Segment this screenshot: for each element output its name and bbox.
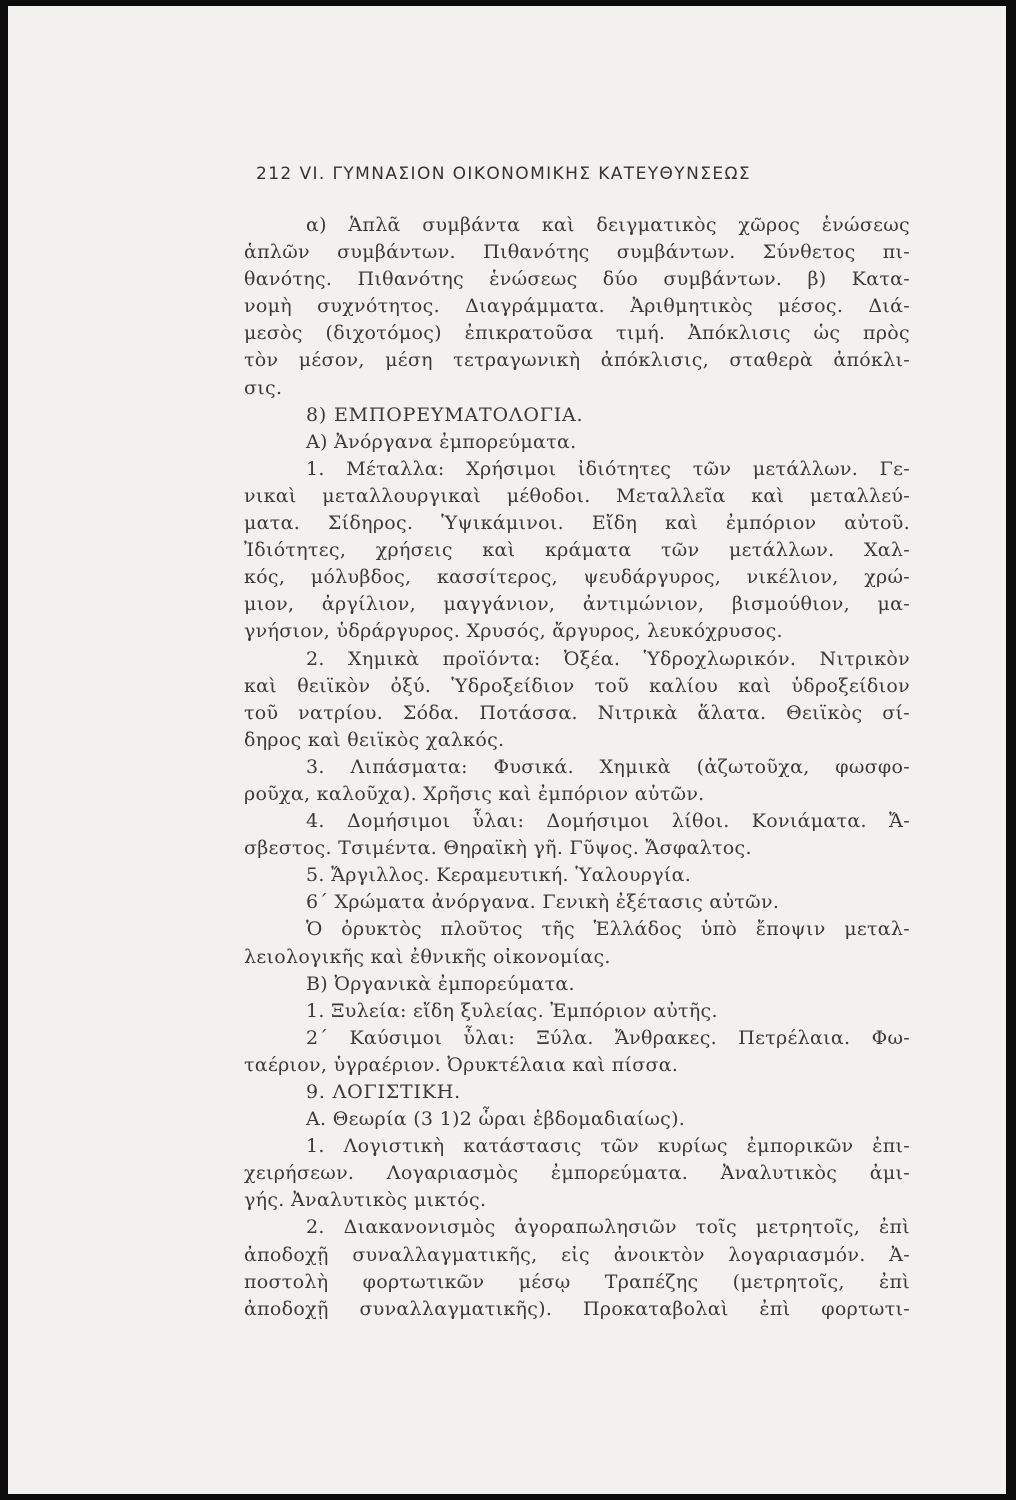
running-title: VI. ΓΥΜΝΑΣΙΟΝ ΟΙΚΟΝΟΜΙΚΗΣ ΚΑΤΕΥΘΥΝΣΕΩΣ xyxy=(299,164,752,184)
text-line: ἁπλῶν συμβάντων. Πιθανότης συμβάντων. Σύνθετος πι- xyxy=(244,241,910,264)
text-line: 2. Χημικὰ προϊόντα: Ὀξέα. Ὑδροχλωρικόν. Νιτρικὸν xyxy=(306,647,910,670)
text-line: καὶ θειϊκὸν ὀξύ. Ὑδροξείδιον τοῦ καλίου καὶ ὑδροξείδιον xyxy=(244,674,910,697)
text-line: κός, μόλυβδος, κασσίτερος, ψευδάργυρος, νικέλιον, χρώ- xyxy=(244,566,910,589)
text-line: 2΄ Καύσιμοι ὗλαι: Ξύλα. Ἄνθρακες. Πετρέλαια. Φω- xyxy=(306,1026,910,1049)
section-heading: 8) ΕΜΠΟΡΕΥΜΑΤΟΛΟΓΙΑ. xyxy=(306,403,584,426)
text-line: 2. Διακανονισμὸς ἀγοραπωλησιῶν τοῖς μετρητοῖς, ἐπὶ xyxy=(306,1216,910,1239)
subsection-heading: Α) Ἀνόργανα ἐμπορεύματα. xyxy=(306,430,577,453)
text-line: 1. Ξυλεία: εἴδη ξυλείας. Ἐμπόριον αὐτῆς. xyxy=(306,999,718,1022)
text-line: ἀποδοχῇ συναλλαγματικῆς). Προκαταβολαὶ ἐπὶ φορτωτι- xyxy=(244,1297,910,1320)
book-page xyxy=(8,6,1006,1494)
text-line: γής. Ἀναλυτικὸς μικτός. xyxy=(244,1189,487,1212)
text-line: σβεστος. Τσιμέντα. Θηραϊκὴ γῆ. Γῦψος. Ἄσφαλτος. xyxy=(244,837,752,860)
page-number: 212 xyxy=(256,164,293,184)
running-header xyxy=(256,164,751,184)
text-line: 5. Ἄργιλλος. Κεραμευτική. Ὑαλουργία. xyxy=(306,864,692,887)
text-line: 1. Λογιστικὴ κατάστασις τῶν κυρίως ἐμπορικῶν ἐπι- xyxy=(306,1135,910,1158)
text-line: Ὁ ὀρυκτὸς πλοῦτος τῆς Ἑλλάδος ὑπὸ ἔποψιν μεταλ- xyxy=(306,918,910,941)
text-line: 6΄ Χρώματα ἀνόργανα. Γενικὴ ἐξέτασις αὐτῶν. xyxy=(306,891,780,914)
text-line: 3. Λιπάσματα: Φυσικά. Χημικὰ (ἀζωτοῦχα, φωσφο- xyxy=(306,755,910,778)
text-line: Ἰδιότητες, χρήσεις καὶ κράματα τῶν μετάλλων. Χαλ- xyxy=(244,539,910,562)
text-line: ἀποδοχῇ συναλλαγματικῆς, εἰς ἀνοικτὸν λογαριασμόν. Ἀ- xyxy=(244,1243,910,1266)
text-line: ταέριον, ὑγραέριον. Ὀρυκτέλαια καὶ πίσσα. xyxy=(244,1053,679,1076)
text-line: λειολογικῆς καὶ ἐθνικῆς οἰκονομίας. xyxy=(244,945,611,968)
subsection-heading: Α. Θεωρία (3 1)2 ὧραι ἑβδομαδιαίως). xyxy=(306,1108,686,1131)
text-line: χειρήσεων. Λογαριασμὸς ἐμπορεύματα. Ἀναλυτικὸς ἀμι- xyxy=(244,1162,910,1185)
body-text xyxy=(244,212,910,1323)
text-line: γνήσιον, ὑδράργυρος. Χρυσός, ἄργυρος, λευκόχρυσος. xyxy=(244,620,783,643)
text-line: δηρος καὶ θειϊκὸς χαλκός. xyxy=(244,728,505,751)
text-line: 4. Δομήσιμοι ὗλαι: Δομήσιμοι λίθοι. Κονιάματα. Ἄ- xyxy=(306,810,910,833)
text-line: μεσὸς (διχοτόμος) ἐπικρατοῦσα τιμή. Ἀπόκλισις ὡς πρὸς xyxy=(244,322,910,345)
text-line: νικαὶ μεταλλουργικαὶ μέθοδοι. Μεταλλεῖα καὶ μεταλλεύ- xyxy=(244,484,910,507)
subsection-heading: Β) Ὀργανικὰ ἐμπορεύματα. xyxy=(306,972,575,995)
text-line: ροῦχα, καλοῦχα). Χρῆσις καὶ ἐμπόριον αὐτῶν. xyxy=(244,782,705,805)
text-line: μιον, ἀργίλιον, μαγγάνιον, ἀντιμώνιον, βισμούθιον, μα- xyxy=(244,593,910,616)
text-line: θανότης. Πιθανότης ἑνώσεως δύο συμβάντων. β) Κατα- xyxy=(244,268,910,291)
text-line: α) Ἁπλᾶ συμβάντα καὶ δειγματικὸς χῶρος ἑνώσεως xyxy=(306,214,910,236)
text-line: ποστολὴ φορτωτικῶν μέσῳ Τραπέζης (μετρητοῖς, ἐπὶ xyxy=(244,1270,910,1293)
text-line: τὸν μέσον, μέση τετραγωνικὴ ἀπόκλισις, σταθερὰ ἀπόκλι- xyxy=(244,349,910,372)
section-heading: 9. ΛΟΓΙΣΤΙΚΗ. xyxy=(306,1081,461,1103)
text-line: σις. xyxy=(244,376,283,399)
text-line: νομὴ συχνότητος. Διαγράμματα. Ἀριθμητικὸς μέσος. Διά- xyxy=(244,295,910,318)
text-line: 1. Μέταλλα: Χρήσιμοι ἰδιότητες τῶν μετάλλων. Γε- xyxy=(306,457,910,480)
text-line: ματα. Σίδηρος. Ὑψικάμινοι. Εἴδη καὶ ἐμπόριον αὐτοῦ. xyxy=(244,512,910,535)
text-line: τοῦ νατρίου. Σόδα. Ποτάσσα. Νιτρικὰ ἅλατα. Θειϊκὸς σί- xyxy=(244,701,910,724)
